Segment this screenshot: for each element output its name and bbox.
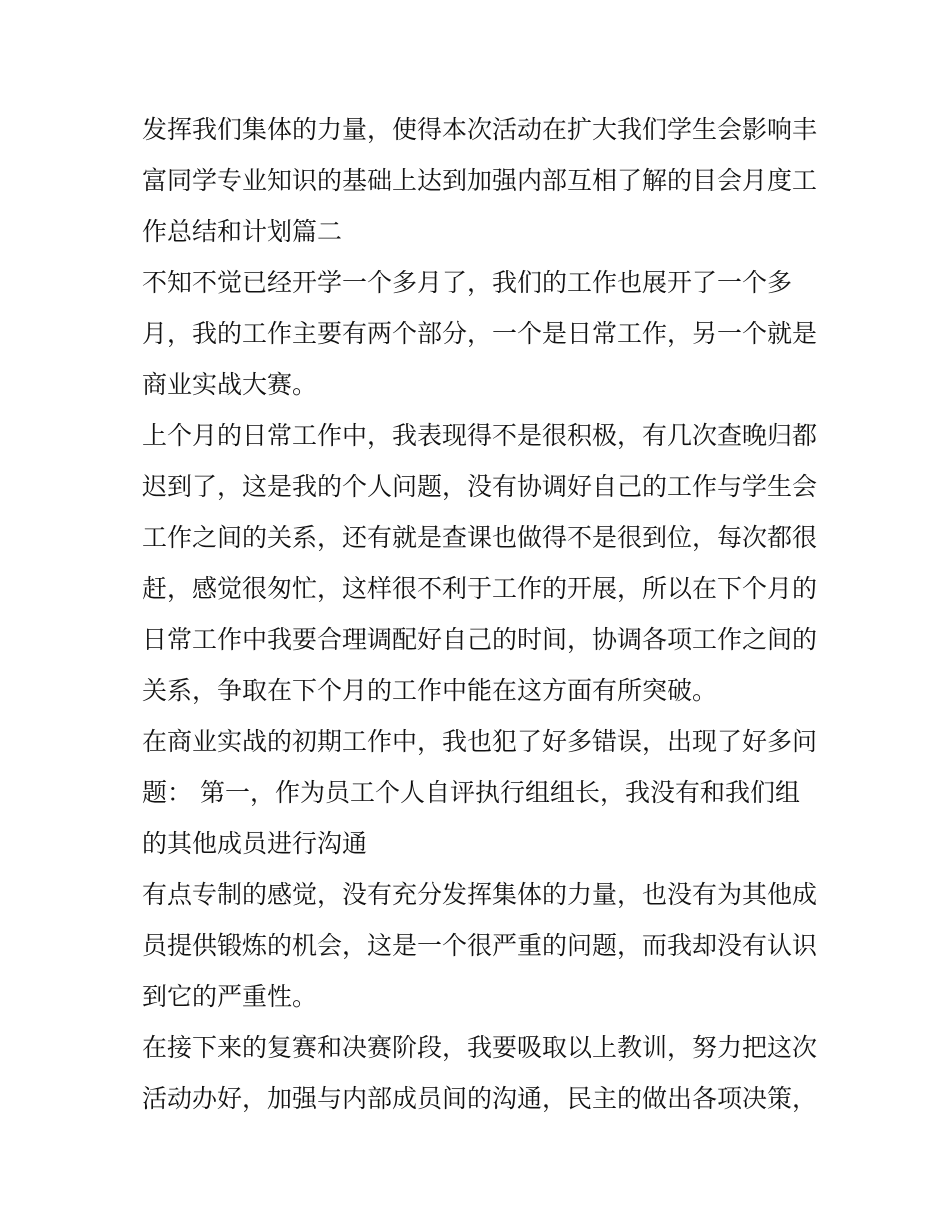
text-line: 发挥我们集体的力量，使得本次活动在扩大我们学生会影响丰 bbox=[142, 115, 818, 144]
text-line: 富同学专业知识的基础上达到加强内部互相了解的目会月度工 bbox=[142, 166, 818, 195]
text-line: 活动办好，加强与内部成员间的沟通，民主的做出各项决策， bbox=[142, 1084, 818, 1113]
text-line: 日常工作中我要合理调配好自己的时间，协调各项工作之间的 bbox=[142, 625, 818, 654]
text-line: 上个月的日常工作中，我表现得不是很积极，有几次查晚归都 bbox=[142, 421, 818, 450]
text-line: 的其他成员进行沟通 bbox=[142, 829, 368, 858]
text-line: 题： 第一，作为员工个人自评执行组组长，我没有和我们组 bbox=[142, 778, 800, 807]
text-line: 月，我的工作主要有两个部分，一个是日常工作，另一个就是 bbox=[142, 319, 818, 348]
text-line: 赶，感觉很匆忙，这样很不利于工作的开展，所以在下个月的 bbox=[142, 574, 818, 603]
text-line: 商业实战大赛。 bbox=[142, 370, 318, 399]
text-line: 在接下来的复赛和决赛阶段，我要吸取以上教训，努力把这次 bbox=[142, 1033, 818, 1062]
document-body bbox=[142, 104, 822, 1124]
text-line: 工作之间的关系，还有就是查课也做得不是很到位，每次都很 bbox=[142, 523, 818, 552]
text-line: 迟到了，这是我的个人问题，没有协调好自己的工作与学生会 bbox=[142, 472, 818, 501]
text-line: 员提供锻炼的机会，这是一个很严重的问题，而我却没有认识 bbox=[142, 931, 818, 960]
text-line: 到它的严重性。 bbox=[142, 982, 318, 1011]
text-line: 不知不觉已经开学一个多月了，我们的工作也展开了一个多 bbox=[142, 268, 793, 297]
text-line: 作总结和计划篇二 bbox=[142, 217, 343, 246]
text-line: 关系，争取在下个月的工作中能在这方面有所突破。 bbox=[142, 676, 718, 705]
text-line: 有点专制的感觉，没有充分发挥集体的力量，也没有为其他成 bbox=[142, 880, 818, 909]
text-line: 在商业实战的初期工作中，我也犯了好多错误，出现了好多问 bbox=[142, 727, 818, 756]
